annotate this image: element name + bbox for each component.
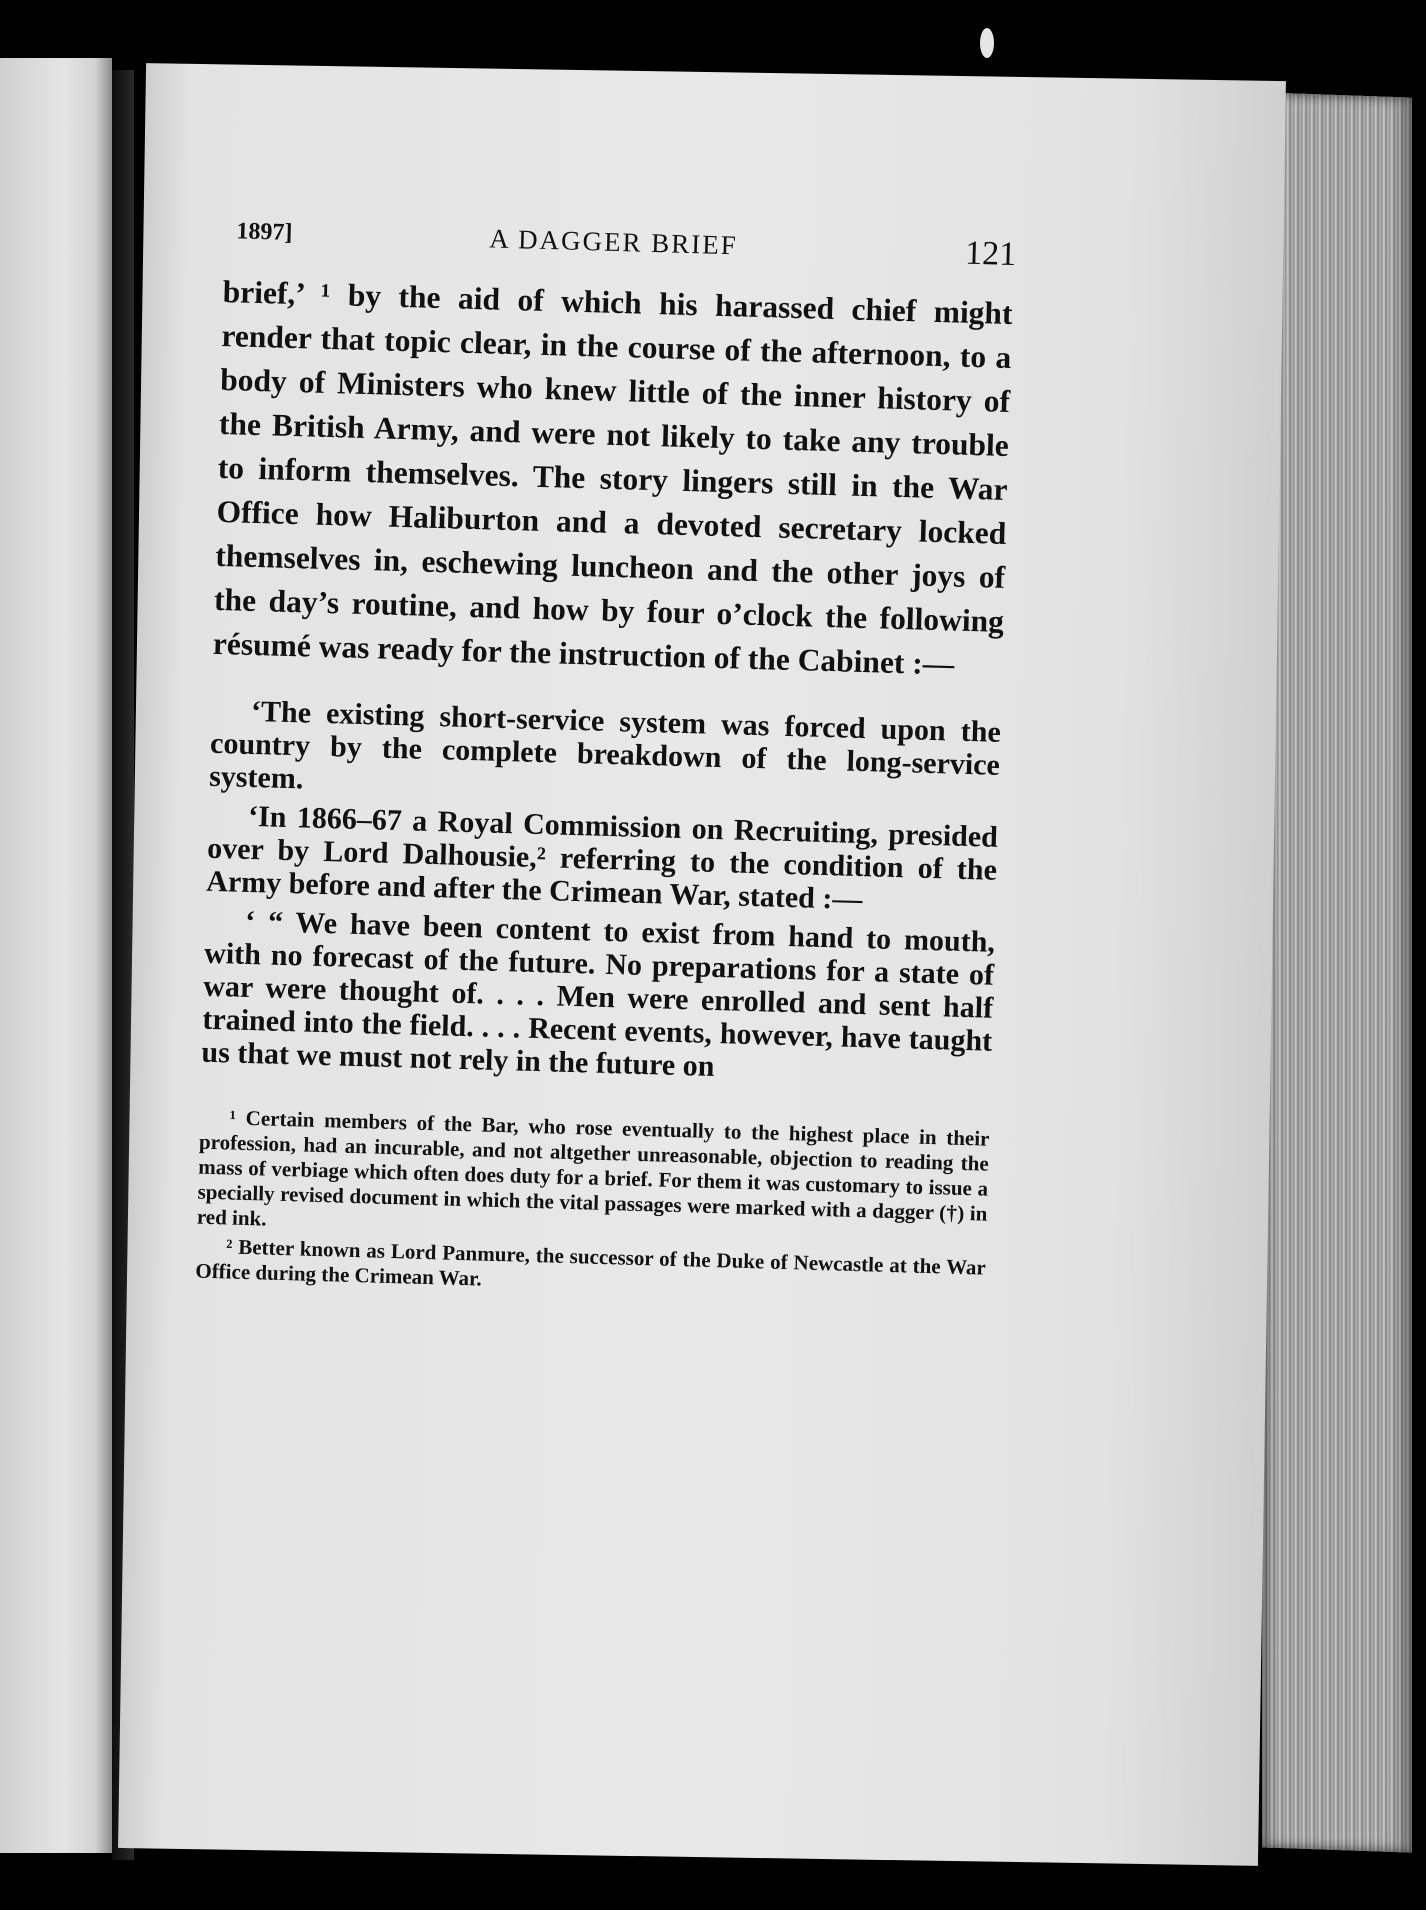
footnote-1: ¹ Certain members of the Bar, who rose eventually to the highest place in their profession, had an incurable, and not altgether unreasonable, objection to reading the mass of verbiage which often does duty for a brief. For them it was customary to issue a specially revised document in which the vital passages were marked with a dagger (†) in red ink. [196,1105,990,1231]
quoted-resume [201,694,1001,1091]
footnote-2: ² Better known as Lord Panmure, the successor of the Duke of Newcastle at the War Office during the Crimean War. [195,1234,987,1291]
running-head-title: A DAGGER BRIEF [488,223,739,261]
footnotes [195,1105,990,1306]
dust-speck [980,28,994,58]
quote-paragraph: ‘ “ We have been content to exist from hand to mouth, with no forecast of the future. No preparations for a state of war were thought of. . . . Men were enrolled and sent half trained into the field. . . . Recent events, however, have taught us that we must not rely in the future on [201,904,996,1083]
page-content [186,212,1015,1634]
body-text [212,270,1013,688]
page-number: 121 [964,234,1017,274]
facing-page [0,58,112,1853]
page-edges [1262,92,1412,1852]
quote-paragraph: ‘The existing short-service system was forced upon the country by the complete breakdown of the long-service system. [208,694,1002,796]
quote-paragraph: ‘In 1866–67 a Royal Commission on Recruiting, presided over by Lord Dalhousie,² referring to the condition of the Army before and after the Crimean War, stated :— [205,799,999,917]
running-head-year: 1897] [236,218,293,246]
body-paragraph: brief,’ ¹ by the aid of which his harassed chief might render that topic clear, in the course of the afternoon, to a body of Ministers who knew little of the inner history of the British Army, and were not likely to take any trouble to inform themselves. The story lingers still in the War Office how Haliburton and a devoted secretary locked themselves in, eschewing luncheon and the other joys of the day’s routine, and how by four o’clock the following résumé was ready for the instruction of the Cabinet :— [212,273,1013,682]
